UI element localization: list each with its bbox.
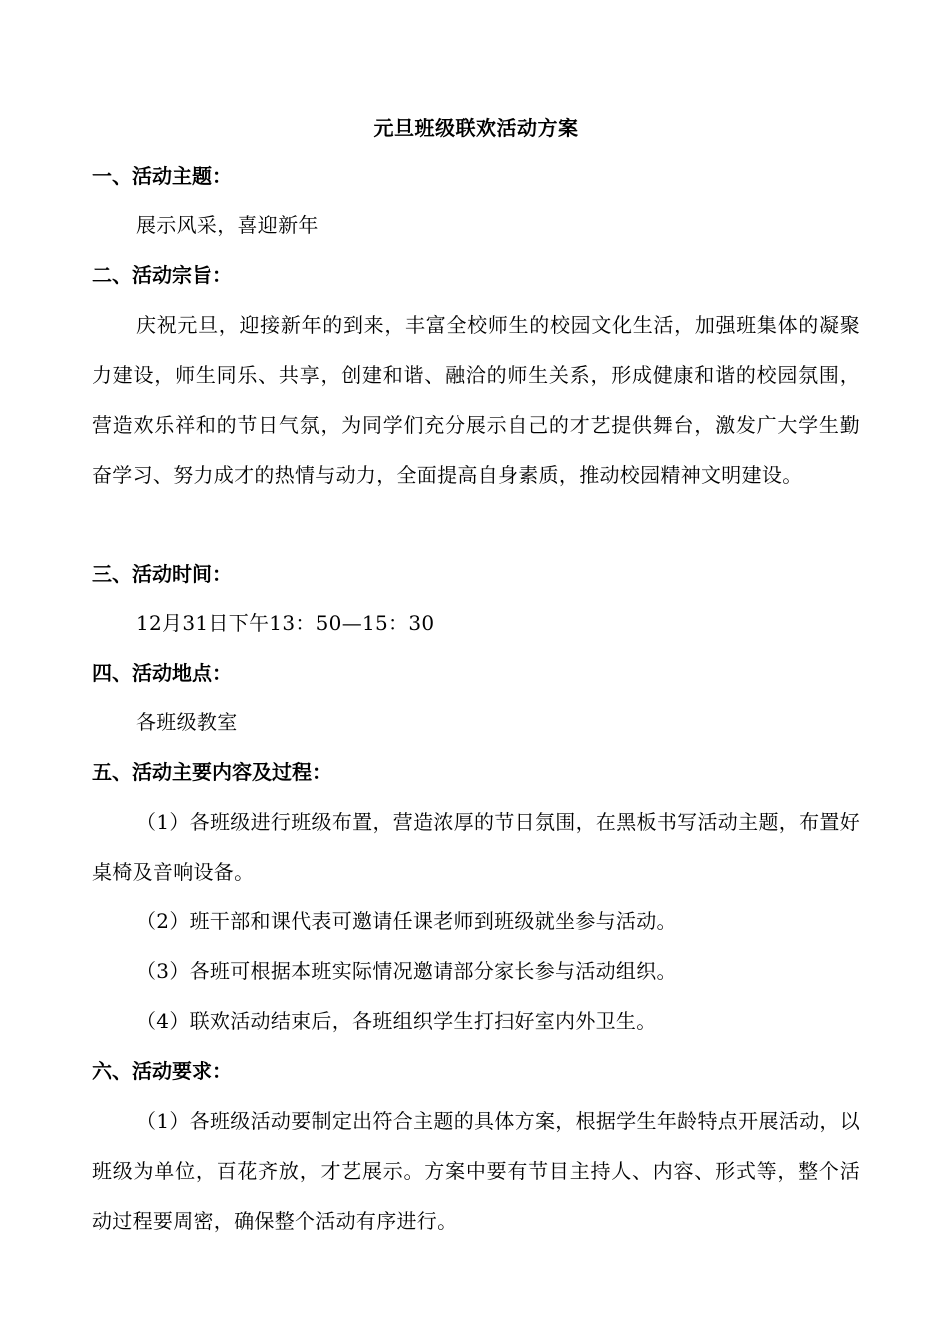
- document-title: 元旦班级联欢活动方案: [373, 116, 579, 140]
- section-heading-location: 四、活动地点：: [92, 661, 232, 685]
- requirement-item-1: （1）各班级活动要制定出符合主题的具体方案，根据学生年龄特点开展活动，以班级为单位，百花齐放，才艺展示。方案中要有节目主持人、内容、形式等，整个活动过程要周密，确保整个活动有序进行。: [92, 1109, 860, 1233]
- process-item-1: （1）各班级进行班级布置，营造浓厚的节日氛围，在黑板书写活动主题，布置好桌椅及音响设备。: [92, 810, 860, 884]
- section-text-time: 12月31日下午13：50—15：30: [136, 611, 435, 635]
- section-text-location: 各班级教室: [136, 710, 238, 734]
- section-text-purpose: 庆祝元旦，迎接新年的到来，丰富全校师生的校园文化生活，加强班集体的凝聚力建设，师生同乐、共享，创建和谐、融洽的师生关系，形成健康和谐的校园氛围，营造欢乐祥和的节日气氛，为同学们充分展示自己的才艺提供舞台，激发广大学生勤奋学习、努力成才的热情与动力，全面提高自身素质，推动校园精神文明建设。: [92, 313, 860, 487]
- section-heading-theme: 一、活动主题：: [92, 164, 232, 188]
- process-item-3: （3）各班可根据本班实际情况邀请部分家长参与活动组织。: [136, 959, 677, 983]
- section-heading-purpose: 二、活动宗旨：: [92, 263, 232, 287]
- section-heading-process: 五、活动主要内容及过程：: [92, 760, 332, 784]
- section-heading-requirements: 六、活动要求：: [92, 1059, 232, 1083]
- section-text-theme: 展示风采，喜迎新年: [136, 213, 319, 237]
- section-heading-time: 三、活动时间：: [92, 562, 232, 586]
- process-item-2: （2）班干部和课代表可邀请任课老师到班级就坐参与活动。: [136, 909, 677, 933]
- process-item-4: （4）联欢活动结束后，各班组织学生打扫好室内外卫生。: [136, 1009, 657, 1033]
